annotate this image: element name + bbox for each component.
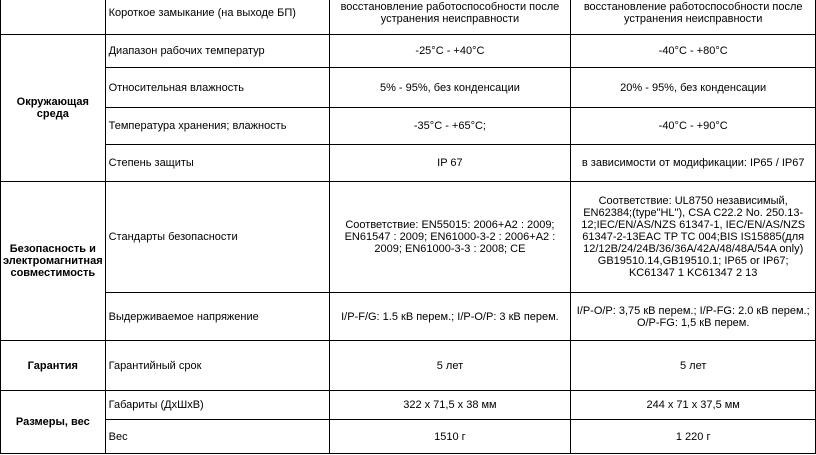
value-a-op-temp: -25°C - +40°C [329,35,571,68]
value-b-short-circuit: восстановление работоспособности после устранения неисправности [571,0,816,35]
value-b-op-temp: -40°C - +80°C [571,35,816,68]
value-b-safety: Соответствие: UL8750 независимый, EN62384;(type"HL"), CSA C22.2 No. 250.13-12;IEC/EN/AS/NZS 61347-1, IEC/EN/AS/NZS 61347-2-13EAC TP TC 004;BIS IS15885(для 12/12B/24/24B/36/36A/42A/48/48A/54A only) GB19510.14,GB19510.1; IP65 or IP67; KC61347 1 KC61347 2 13 [571,182,816,293]
value-b-weight: 1 220 г [571,420,816,454]
param-op-temp: Диапазон рабочих температур [105,35,329,68]
value-a-short-circuit: восстановление работоспособности после устранения неисправности [329,0,571,35]
group-warranty: Гарантия [1,341,106,391]
value-b-warranty: 5 лет [571,341,816,391]
table-row [1,0,816,35]
value-a-humidity: 5% - 95%, без конденсации [329,68,571,108]
group-environment: Окружающая среда [1,35,106,182]
group-cell-empty [1,0,106,35]
value-b-dims: 244 х 71 х 37,5 мм [571,391,816,420]
table-row [1,68,816,108]
value-a-safety: Соответствие: EN55015: 2006+A2 : 2009; EN61547 : 2009; EN61000-3-2 : 2006+A2 : 2009; EN61000-3-3 : 2008; CE [329,182,571,293]
value-a-dims: 322 х 71,5 х 38 мм [329,391,571,420]
param-warranty: Гарантийный срок [105,341,329,391]
param-protection: Степень защиты [105,145,329,182]
table-row [1,293,816,341]
param-humidity: Относительная влажность [105,68,329,108]
table-row [1,35,816,68]
table-row [1,145,816,182]
param-dims: Габариты (ДхШхВ) [105,391,329,420]
value-b-voltage: I/P-O/P: 3,75 кВ перем.; I/P-FG: 2.0 кВ перем.; O/P-FG: 1,5 кВ перем. [571,293,816,341]
table-row [1,182,816,293]
value-a-storage: -35°C - +65°C; [329,108,571,145]
param-weight: Вес [105,420,329,454]
value-a-protection: IP 67 [329,145,571,182]
value-b-protection: в зависимости от модификации: IP65 / IP67 [571,145,816,182]
table-row [1,391,816,420]
value-a-warranty: 5 лет [329,341,571,391]
param-short-circuit: Короткое замыкание (на выходе БП) [105,0,329,35]
group-safety-emc: Безопасность и электромагнитная совместимость [1,182,106,341]
table-row [1,108,816,145]
table-row [1,341,816,391]
value-a-voltage: I/P-F/G: 1.5 кВ перем.; I/P-O/P: 3 кВ перем. [329,293,571,341]
param-storage: Температура хранения; влажность [105,108,329,145]
table-row [1,420,816,454]
value-b-humidity: 20% - 95%, без конденсации [571,68,816,108]
group-dimensions: Размеры, вес [1,391,106,454]
value-a-weight: 1510 г [329,420,571,454]
param-voltage: Выдерживаемое напряжение [105,293,329,341]
value-b-storage: -40°C - +90°C [571,108,816,145]
param-safety: Стандарты безопасности [105,182,329,293]
